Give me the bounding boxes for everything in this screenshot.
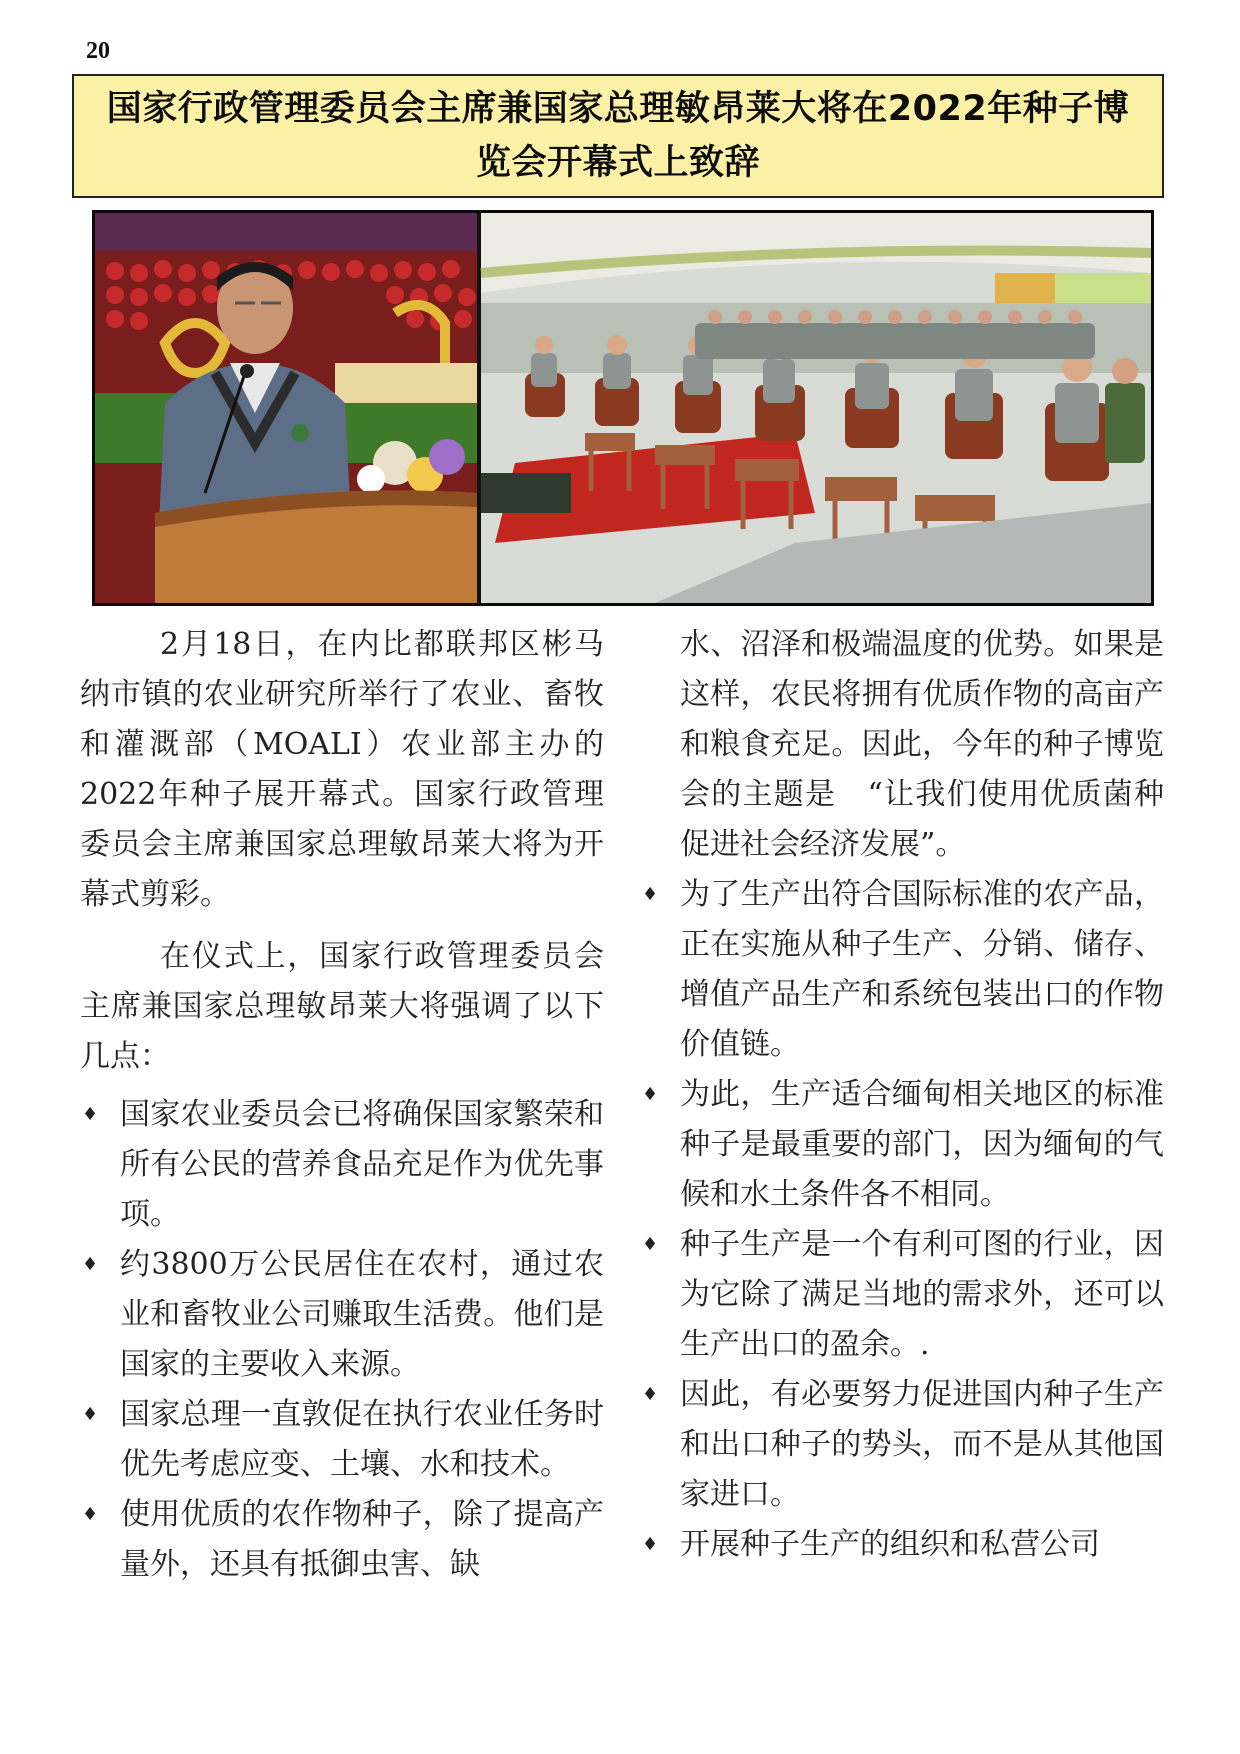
diamond-bullet-icon <box>642 1070 658 1120</box>
list-item: ♦ 因此，有必要努力促进国内种子生产和出口种子的势头，而不是从其他国家进口。 <box>640 1370 1164 1520</box>
headline-box <box>72 74 1164 198</box>
diamond-bullet-icon <box>642 1370 658 1420</box>
diamond-bullet-icon <box>82 1490 98 1540</box>
list-item: ♦ 种子生产是一个有利可图的行业，因为它除了满足当地的需求外，还可以生产出口的盈余。. <box>640 1220 1164 1370</box>
text-column-right <box>640 620 1164 1570</box>
diamond-bullet-icon <box>82 1240 98 1290</box>
diamond-bullet-icon <box>82 1390 98 1440</box>
list-item: ♦ 开展种子生产的组织和私营公司 <box>640 1520 1164 1570</box>
text-column-left <box>80 620 604 1590</box>
speaker-photo <box>95 213 477 603</box>
diamond-bullet-icon <box>642 1520 658 1570</box>
bullet-continuation <box>640 620 1164 870</box>
list-item: ♦ 约3800万公民居住在农村，通过农业和畜牧业公司赚取生活费。他们是国家的主要收入来源。 <box>80 1240 604 1390</box>
list-item: ♦ 使用优质的农作物种子，除了提高产量外，还具有抵御虫害、缺 <box>80 1490 604 1590</box>
diamond-bullet-icon <box>642 1220 658 1270</box>
key-points-list-continued <box>640 870 1164 1570</box>
continued-bullet-text: 水、沼泽和极端温度的优势。如果是这样，农民将拥有优质作物的高亩产和粮食充足。因此，今年的种子博览会的主题是 “让我们使用优质菌种促进社会经济发展”。 <box>680 627 1164 862</box>
event-photos <box>95 213 1151 603</box>
diamond-bullet-icon <box>642 870 658 920</box>
audience-photo <box>481 213 1151 603</box>
photo-frame <box>92 210 1154 606</box>
key-points-list <box>80 1090 604 1590</box>
list-item: ♦ 为此，生产适合缅甸相关地区的标准种子是最重要的部门，因为缅甸的气候和水土条件各不相同。 <box>640 1070 1164 1220</box>
headline: 国家行政管理委员会主席兼国家总理敏昂莱大将在2022年种子博览会开幕式上致辞 <box>106 89 1130 183</box>
paragraph-key-points: 在仪式上，国家行政管理委员会主席兼国家总理敏昂莱大将强调了以下几点： <box>80 939 604 1074</box>
page-number: 20 <box>86 38 110 64</box>
list-item: ♦ 国家农业委员会已将确保国家繁荣和所有公民的营养食品充足作为优先事项。 <box>80 1090 604 1240</box>
list-item: ♦ 国家总理一直敦促在执行农业任务时优先考虑应变、土壤、水和技术。 <box>80 1390 604 1490</box>
diamond-bullet-icon <box>82 1090 98 1140</box>
list-item: ♦ 为了生产出符合国际标准的农产品，正在实施从种子生产、分销、储存、增值产品生产和系统包装出口的作物价值链。 <box>640 870 1164 1070</box>
paragraph-intro: 2月18日，在内比都联邦区彬马纳市镇的农业研究所举行了农业、畜牧和灌溉部（MOALI）农业部主办的2022年种子展开幕式。国家行政管理委员会主席兼国家总理敏昂莱大将为开幕式剪彩。 <box>80 627 604 912</box>
